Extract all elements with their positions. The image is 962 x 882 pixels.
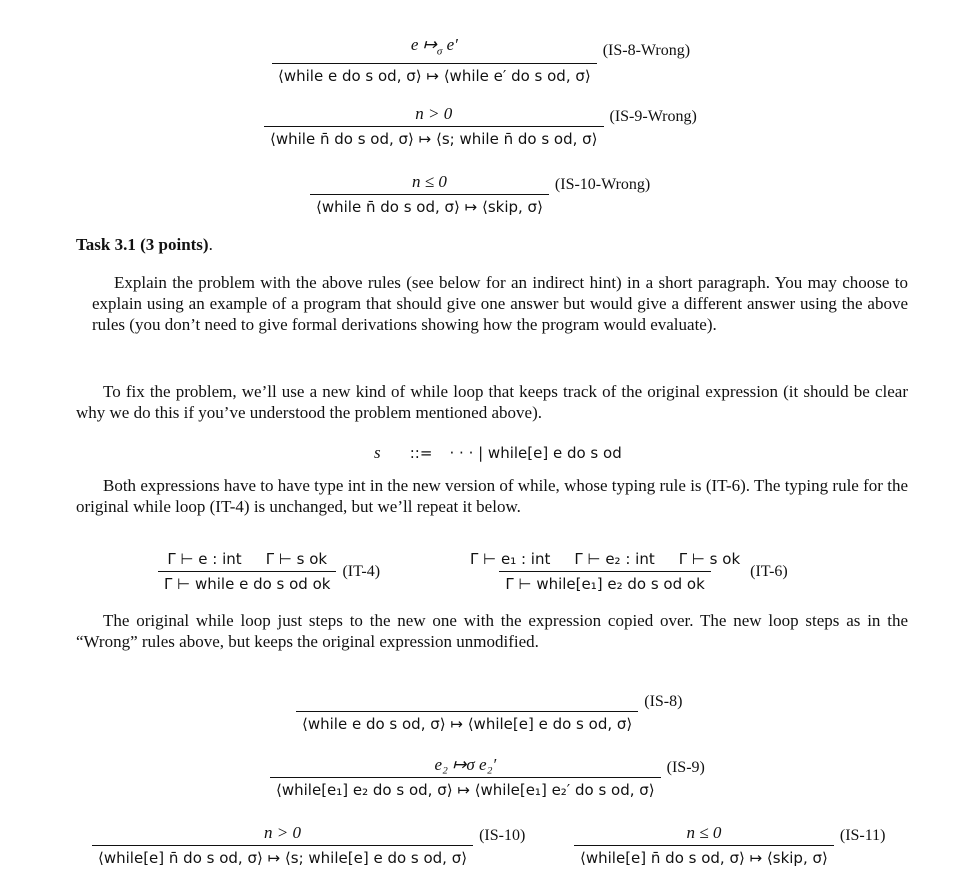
rule-premise: n > 0	[264, 823, 302, 842]
rule-is9-wrong	[264, 105, 697, 148]
rule-premise: e $↦_\sigma$ e′	[410, 35, 458, 58]
paragraph-fix: To fix the problem, we’ll use a new kind of while loop that keeps track of the original expression (it should be clear why we do this if you’ve understood the problem mentioned above).	[76, 382, 908, 422]
rule-conclusion: ⟨while e do s od, σ⟩ ↦ ⟨while e′ do s od, σ⟩	[272, 63, 597, 85]
rule-name: (IT-6)	[750, 562, 788, 580]
rule-conclusion: ⟨while e do s od, σ⟩ ↦ ⟨while[e] e do s od, σ⟩	[296, 711, 638, 733]
rule-name: (IS-11)	[839, 826, 886, 844]
paragraph-types: Both expressions have to have type int in the new version of while, whose typing rule is (IT-6). The typing rule for the original while loop (IT-4) is unchanged, but we’ll repeat it below.	[76, 476, 908, 516]
rule-conclusion: ⟨while[e] n̄ do s od, σ⟩ ↦ ⟨s; while[e] e do s od, σ⟩	[92, 845, 473, 867]
rule-name: (IS-9)	[666, 758, 705, 776]
rule-it4	[158, 550, 380, 593]
rule-conclusion: Γ ⊢ while[e₁] e₂ do s od ok	[499, 571, 710, 593]
rule-name: (IS-8)	[644, 692, 683, 710]
paragraph-new-loop: The original while loop just steps to the new one with the expression copied over. The new loop steps as in the “Wrong” rules above, but keeps the original expression unmodified.	[76, 611, 908, 651]
rule-name: (IS-9-Wrong)	[609, 107, 697, 125]
paragraph-explain: Explain the problem with the above rules (see below for an indirect hint) in a short paragraph. You may choose to explain using an example of a program that should give one answer but would give a different answer using the above rules (you don’t need to give formal derivations showing how the program would evaluate).	[92, 273, 908, 334]
rule-is11	[574, 824, 885, 867]
rule-premise: e₂ ↦σ e₂′	[434, 755, 497, 774]
rule-premise: Γ ⊢ e : int Γ ⊢ s ok	[167, 550, 328, 568]
rule-name: (IS-10)	[479, 826, 526, 844]
rule-premise-empty	[463, 690, 471, 711]
rule-name: (IS-8-Wrong)	[602, 41, 691, 59]
rule-it6	[466, 550, 788, 593]
rule-name: (IT-4)	[342, 562, 381, 580]
rule-is8	[296, 690, 682, 733]
rule-premise: Γ ⊢ e₁ : int Γ ⊢ e₂ : int Γ ⊢ s ok	[470, 550, 741, 568]
task-heading: Task 3.1 (3 points).	[76, 235, 213, 254]
rule-is8-wrong	[272, 36, 690, 85]
rule-conclusion: ⟨while n̄ do s od, σ⟩ ↦ ⟨skip, σ⟩	[310, 194, 549, 216]
rule-conclusion: ⟨while n̄ do s od, σ⟩ ↦ ⟨s; while n̄ do s od, σ⟩	[264, 126, 604, 148]
rule-is9	[270, 756, 705, 799]
rule-conclusion: ⟨while[e] n̄ do s od, σ⟩ ↦ ⟨skip, σ⟩	[574, 845, 834, 867]
rule-conclusion: Γ ⊢ while e do s od ok	[158, 571, 336, 593]
rule-conclusion: ⟨while[e₁] e₂ do s od, σ⟩ ↦ ⟨while[e₁] e₂′ do s od, σ⟩	[270, 777, 661, 799]
rule-is10-wrong	[310, 173, 650, 216]
rule-is10	[92, 824, 525, 867]
rule-premise: n ≤ 0	[412, 172, 447, 191]
grammar-rule: s ::= · · · | while[e] e do s od	[374, 443, 622, 462]
rule-name: (IS-10-Wrong)	[554, 175, 651, 193]
rule-premise: n > 0	[415, 104, 453, 123]
rule-premise: n ≤ 0	[686, 823, 722, 842]
